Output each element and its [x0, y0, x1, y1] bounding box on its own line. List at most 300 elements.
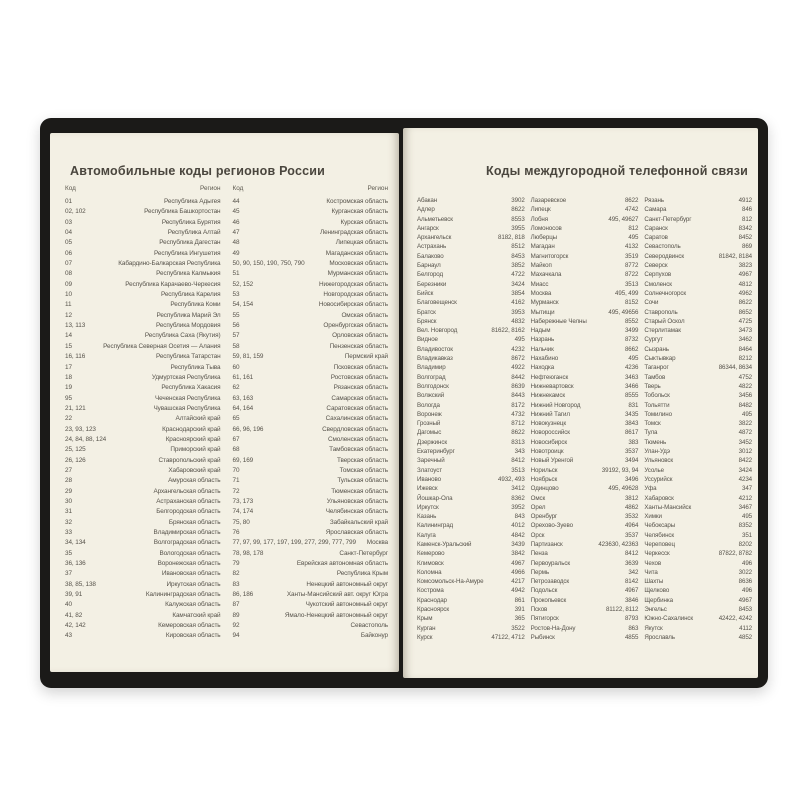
- region-code: 16, 116: [65, 353, 86, 361]
- region-row: [65, 600, 221, 610]
- city-code: 4922: [511, 364, 525, 372]
- city-row: [644, 531, 752, 540]
- region-row: [65, 487, 221, 497]
- city-name: Курск: [417, 633, 433, 641]
- city-code: 3494: [624, 457, 639, 465]
- city-code: 3852: [511, 262, 525, 270]
- city-code: 3842: [511, 550, 525, 558]
- city-row: [531, 363, 639, 372]
- city-name: Чехов: [644, 559, 662, 567]
- city-code: 495: [514, 336, 525, 344]
- city-row: [644, 438, 752, 447]
- city-name: Ноябрьск: [530, 475, 558, 483]
- region-row: [233, 342, 389, 352]
- city-row: [531, 531, 639, 540]
- city-row: [531, 354, 639, 363]
- region-row: [233, 352, 389, 362]
- city-row: [531, 261, 639, 270]
- city-code: 81622, 8162: [491, 327, 525, 335]
- city-name: Самара: [644, 206, 667, 214]
- region-row: [233, 600, 389, 610]
- city-code: 8152: [624, 299, 639, 307]
- city-row: [531, 317, 639, 326]
- region-name: Пензенская область: [329, 342, 388, 350]
- region-name: Брянская область: [168, 518, 221, 526]
- region-code: 66, 96, 196: [232, 425, 264, 433]
- region-name: Смоленская область: [327, 435, 388, 443]
- city-name: Крым: [417, 615, 433, 623]
- region-code: 04: [65, 229, 72, 237]
- city-code: 3499: [624, 327, 639, 335]
- region-code: 89: [232, 611, 240, 619]
- city-name: Энгельс: [644, 606, 667, 614]
- city-row: [531, 466, 639, 475]
- city-row: [644, 456, 752, 465]
- city-name: Рыбинск: [530, 633, 555, 641]
- city-code: 3513: [511, 466, 525, 474]
- city-row: [531, 233, 639, 242]
- city-row: [531, 586, 639, 595]
- city-row: [531, 568, 639, 577]
- region-code: 10: [65, 291, 72, 299]
- city-code: 86344, 8634: [718, 364, 753, 372]
- region-code: 36, 136: [65, 560, 86, 568]
- city-code: 8622: [511, 429, 525, 437]
- city-code: 8362: [511, 494, 525, 502]
- city-row: [417, 586, 525, 595]
- city-name: Нефтеюганск: [530, 373, 569, 381]
- region-code: 47: [232, 229, 240, 237]
- region-code: 19: [65, 384, 72, 392]
- city-row: [644, 428, 752, 437]
- city-name: Волгоград: [417, 373, 446, 381]
- region-name: Республика Коми: [170, 301, 221, 309]
- city-row: [417, 484, 525, 493]
- city-row: [417, 205, 525, 214]
- city-name: Севастополь: [644, 243, 681, 251]
- region-row: [65, 435, 221, 445]
- city-row: [644, 503, 752, 512]
- region-row: [65, 373, 221, 383]
- city-row: [644, 326, 752, 335]
- region-row: [233, 331, 389, 341]
- region-code: 02, 102: [65, 208, 86, 216]
- city-name: Пенза: [530, 550, 548, 558]
- city-name: Тольятти: [644, 401, 670, 409]
- city-name: Калуга: [417, 531, 436, 539]
- city-code: 495: [628, 355, 639, 363]
- city-row: [417, 363, 525, 372]
- city-row: [644, 196, 752, 205]
- city-name: Тамбов: [644, 373, 666, 381]
- city-code: 383: [628, 438, 639, 446]
- city-name: Ломоносов: [530, 224, 562, 232]
- city-row: [417, 215, 525, 224]
- city-row: [531, 549, 639, 558]
- city-code: 3412: [511, 485, 525, 493]
- region-code: 38, 85, 138: [65, 580, 96, 588]
- city-name: Тула: [644, 429, 658, 437]
- city-row: [531, 428, 639, 437]
- city-name: Видное: [417, 336, 438, 344]
- city-code: 365: [514, 615, 525, 623]
- region-name: Тульская область: [337, 477, 388, 485]
- city-name: Адлер: [417, 206, 435, 214]
- region-name: Республика Тыва: [170, 363, 221, 371]
- city-row: [417, 298, 525, 307]
- region-name: Еврейская автономная область: [296, 560, 388, 568]
- region-name: Ярославская область: [325, 529, 388, 536]
- city-row: [417, 577, 525, 586]
- city-code: 8212: [738, 355, 753, 363]
- city-code: 8622: [738, 299, 753, 307]
- city-code: 8553: [511, 215, 525, 223]
- city-code: 8313: [511, 438, 525, 446]
- city-row: [417, 466, 525, 475]
- city-row: [417, 512, 525, 521]
- region-code: 62: [232, 384, 240, 392]
- city-row: [531, 521, 639, 530]
- city-row: [417, 540, 525, 549]
- city-name: Сургут: [644, 336, 663, 344]
- region-name: Москва: [366, 539, 388, 547]
- region-code: 63, 163: [232, 394, 254, 402]
- city-code: 8422: [738, 457, 753, 465]
- region-row: [65, 518, 221, 528]
- region-name: Тамбовская область: [329, 446, 388, 454]
- region-row: [65, 331, 221, 341]
- city-name: Новотроицк: [530, 448, 564, 456]
- city-code: 8732: [624, 336, 639, 344]
- region-code: 76: [232, 529, 240, 536]
- city-row: [417, 494, 525, 503]
- region-row: [233, 259, 389, 269]
- city-row: [417, 242, 525, 251]
- city-code: 495, 49627: [608, 215, 639, 223]
- region-row: [65, 549, 221, 559]
- city-name: Томск: [644, 420, 661, 428]
- region-code: 40: [65, 601, 72, 609]
- city-code: 4742: [624, 206, 639, 214]
- region-row: [65, 569, 221, 579]
- city-code: 4967: [511, 559, 525, 567]
- city-row: [417, 317, 525, 326]
- region-row: [233, 269, 389, 279]
- city-row: [417, 233, 525, 242]
- city-row: [531, 215, 639, 224]
- region-row: [233, 414, 389, 424]
- region-row: [65, 269, 221, 279]
- city-row: [644, 308, 752, 317]
- city-code: 4862: [624, 503, 639, 511]
- region-row: [233, 321, 389, 331]
- city-name: Якутск: [644, 624, 663, 632]
- region-column-2: [233, 197, 389, 642]
- city-name: Прокопьевск: [530, 596, 567, 604]
- city-name: Миасс: [530, 280, 549, 288]
- city-name: Стерлитамак: [644, 327, 681, 335]
- city-code: 3537: [624, 531, 639, 539]
- region-name: Ямало-Ненецкий автономный округ: [284, 611, 388, 619]
- city-code: 4822: [738, 382, 753, 390]
- city-code: 4217: [511, 578, 525, 586]
- region-row: [233, 456, 389, 466]
- city-name: Саратов: [644, 234, 668, 242]
- city-code: 8172: [511, 401, 525, 409]
- city-code: 4012: [511, 522, 525, 530]
- city-code: 351: [741, 531, 753, 539]
- city-code: 861: [514, 596, 525, 604]
- city-code: 8453: [511, 252, 525, 260]
- city-row: [417, 261, 525, 270]
- city-row: [531, 242, 639, 251]
- city-name: Пермь: [530, 568, 549, 576]
- city-code: 8412: [624, 550, 639, 558]
- city-row: [644, 633, 752, 642]
- region-row: [65, 631, 221, 641]
- region-name: Калининградская область: [145, 591, 221, 599]
- region-code: 03: [65, 218, 72, 226]
- region-row: [65, 394, 221, 404]
- city-code: 8142: [624, 578, 639, 586]
- region-code: 94: [232, 632, 240, 640]
- city-name: Ангарск: [417, 224, 439, 232]
- region-row: [65, 425, 221, 435]
- city-name: Лобня: [530, 215, 548, 223]
- city-row: [644, 298, 752, 307]
- city-name: Сыктывкар: [644, 355, 676, 363]
- city-name: Санкт-Петербург: [644, 215, 692, 223]
- city-row: [644, 233, 752, 242]
- city-row: [417, 559, 525, 568]
- city-code: 39192, 93, 94: [601, 466, 639, 474]
- city-name: Набережные Челны: [530, 317, 587, 325]
- region-row: [233, 507, 389, 517]
- city-code: 3532: [624, 513, 639, 521]
- city-code: 3424: [511, 280, 525, 288]
- region-name: Кировская область: [165, 632, 221, 640]
- region-code: 83: [232, 580, 240, 588]
- region-code: 45: [232, 208, 240, 216]
- city-name: Балаково: [417, 252, 444, 260]
- city-row: [644, 568, 752, 577]
- city-row: [644, 401, 752, 410]
- city-name: Кемерово: [417, 550, 445, 558]
- region-code: 53: [232, 291, 240, 299]
- region-name: Ханты-Мансийский авт. округ Югра: [286, 591, 388, 599]
- city-row: [417, 326, 525, 335]
- region-name: Чукотский автономный округ: [305, 601, 388, 609]
- city-row: [531, 447, 639, 456]
- region-name: Магаданская область: [325, 249, 388, 257]
- region-name: Чувашская Республика: [153, 404, 221, 412]
- city-row: [417, 549, 525, 558]
- city-name: Брянск: [417, 317, 437, 325]
- city-row: [531, 373, 639, 382]
- city-code: 8617: [624, 429, 639, 437]
- region-name: Рязанская область: [333, 384, 388, 392]
- city-name: Ижевск: [417, 485, 438, 493]
- city-name: Челябинск: [644, 531, 674, 539]
- region-name: Волгоградская область: [153, 539, 221, 547]
- region-code: 44: [232, 198, 240, 205]
- city-name: Владикавказ: [417, 355, 453, 363]
- city-name: Красноярск: [417, 606, 450, 614]
- region-row: [233, 569, 389, 579]
- region-name: Республика Татарстан: [155, 353, 221, 361]
- region-code: 27: [65, 466, 72, 474]
- city-name: Владивосток: [417, 345, 453, 353]
- region-row: [65, 507, 221, 517]
- city-row: [531, 401, 639, 410]
- city-code: 3467: [738, 503, 753, 511]
- city-code: 8622: [624, 197, 639, 204]
- city-code: 8442: [511, 373, 525, 381]
- region-row: [65, 445, 221, 455]
- region-row: [65, 476, 221, 486]
- region-row: [233, 290, 389, 300]
- city-name: Ульяновск: [644, 457, 674, 465]
- city-row: [531, 419, 639, 428]
- region-name: Республика Мордовия: [155, 322, 221, 330]
- city-row: [417, 503, 525, 512]
- region-code: 86, 186: [232, 591, 254, 599]
- city-row: [644, 577, 752, 586]
- city-name: Шахты: [644, 578, 664, 586]
- region-name: Республика Карелия: [160, 291, 221, 299]
- city-row: [531, 456, 639, 465]
- city-row: [644, 521, 752, 530]
- region-row: [233, 280, 389, 290]
- region-code: 31: [65, 508, 72, 516]
- city-name: Липецк: [530, 206, 551, 214]
- city-row: [644, 317, 752, 326]
- region-row: [65, 611, 221, 621]
- city-row: [531, 335, 639, 344]
- region-code: 41, 82: [65, 611, 83, 619]
- region-name: Архангельская область: [153, 487, 221, 495]
- region-code: 43: [65, 632, 72, 640]
- region-name: Красноярский край: [165, 435, 221, 443]
- city-row: [417, 196, 525, 205]
- region-name: Тюменская область: [331, 487, 388, 495]
- city-code: 8512: [511, 243, 525, 251]
- city-code: 3902: [511, 197, 525, 204]
- city-code: 3953: [511, 308, 525, 316]
- city-row: [531, 382, 639, 391]
- region-code: 48: [232, 239, 240, 247]
- city-name: Владимир: [417, 364, 446, 372]
- region-code: 71: [232, 477, 240, 485]
- city-name: Коломна: [417, 568, 442, 576]
- region-name: Калужская область: [165, 601, 221, 609]
- region-row: [233, 518, 389, 528]
- city-row: [417, 438, 525, 447]
- city-code: 8552: [624, 317, 639, 325]
- city-row: [644, 354, 752, 363]
- city-name: Климовск: [417, 559, 444, 567]
- region-name: Забайкальский край: [329, 518, 388, 526]
- region-name: Республика Бурятия: [161, 218, 221, 226]
- city-code: 3496: [624, 475, 639, 483]
- city-row: [644, 559, 752, 568]
- city-code: 342: [628, 568, 639, 576]
- region-row: [65, 290, 221, 300]
- city-code: 8722: [624, 271, 639, 279]
- region-row: [233, 476, 389, 486]
- region-name: Курганская область: [331, 208, 388, 216]
- city-code: 81842, 8184: [718, 252, 753, 260]
- region-row: [233, 197, 389, 207]
- city-code: 3522: [511, 624, 525, 632]
- city-name: Ставрополь: [644, 308, 678, 316]
- region-row: [233, 311, 389, 321]
- city-name: Иваново: [417, 475, 441, 483]
- city-row: [531, 298, 639, 307]
- city-name: Улан-Удэ: [644, 448, 670, 456]
- city-code: 343: [514, 448, 525, 456]
- region-row: [65, 528, 221, 538]
- region-row: [233, 466, 389, 476]
- city-code: 3452: [738, 438, 753, 446]
- city-name: Барнаул: [417, 262, 441, 270]
- city-row: [531, 512, 639, 521]
- city-row: [417, 391, 525, 400]
- city-column-1: [417, 196, 525, 642]
- region-row: [233, 373, 389, 383]
- city-row: [531, 289, 639, 298]
- city-row: [417, 605, 525, 614]
- city-row: [417, 354, 525, 363]
- city-row: [531, 224, 639, 233]
- header-region: Регион: [367, 185, 388, 192]
- region-row: [65, 538, 221, 548]
- header-code: Код: [65, 185, 76, 192]
- city-row: [531, 270, 639, 279]
- city-name: Иркутск: [417, 503, 439, 511]
- city-row: [644, 373, 752, 382]
- region-code: 23, 93, 123: [65, 425, 96, 433]
- region-code: 65: [232, 415, 240, 423]
- region-name: Нижегородская область: [319, 280, 388, 288]
- city-code: 4752: [738, 373, 753, 381]
- region-row: [233, 228, 389, 238]
- left-page-title: Автомобильные коды регионов России: [70, 164, 326, 178]
- region-code: 32: [65, 518, 72, 526]
- city-name: Абакан: [417, 197, 438, 204]
- region-code: 61, 161: [232, 373, 254, 381]
- city-name: Магнитогорск: [530, 252, 569, 260]
- city-row: [644, 494, 752, 503]
- city-row: [531, 503, 639, 512]
- city-code: 4855: [624, 633, 639, 641]
- region-row: [233, 425, 389, 435]
- city-name: Уссурийск: [644, 475, 673, 483]
- city-name: Калининград: [417, 522, 454, 530]
- region-code: 21, 121: [65, 404, 86, 412]
- region-row: [233, 528, 389, 538]
- city-code: 8622: [511, 206, 525, 214]
- region-name: Владимирская область: [153, 529, 221, 536]
- region-row: [233, 249, 389, 259]
- region-row: [65, 363, 221, 373]
- city-row: [417, 373, 525, 382]
- city-name: Волжский: [417, 392, 445, 400]
- city-name: Новосибирск: [530, 438, 567, 446]
- city-row: [417, 447, 525, 456]
- city-name: Солнечногорск: [644, 289, 686, 297]
- city-name: Хабаровск: [644, 494, 674, 502]
